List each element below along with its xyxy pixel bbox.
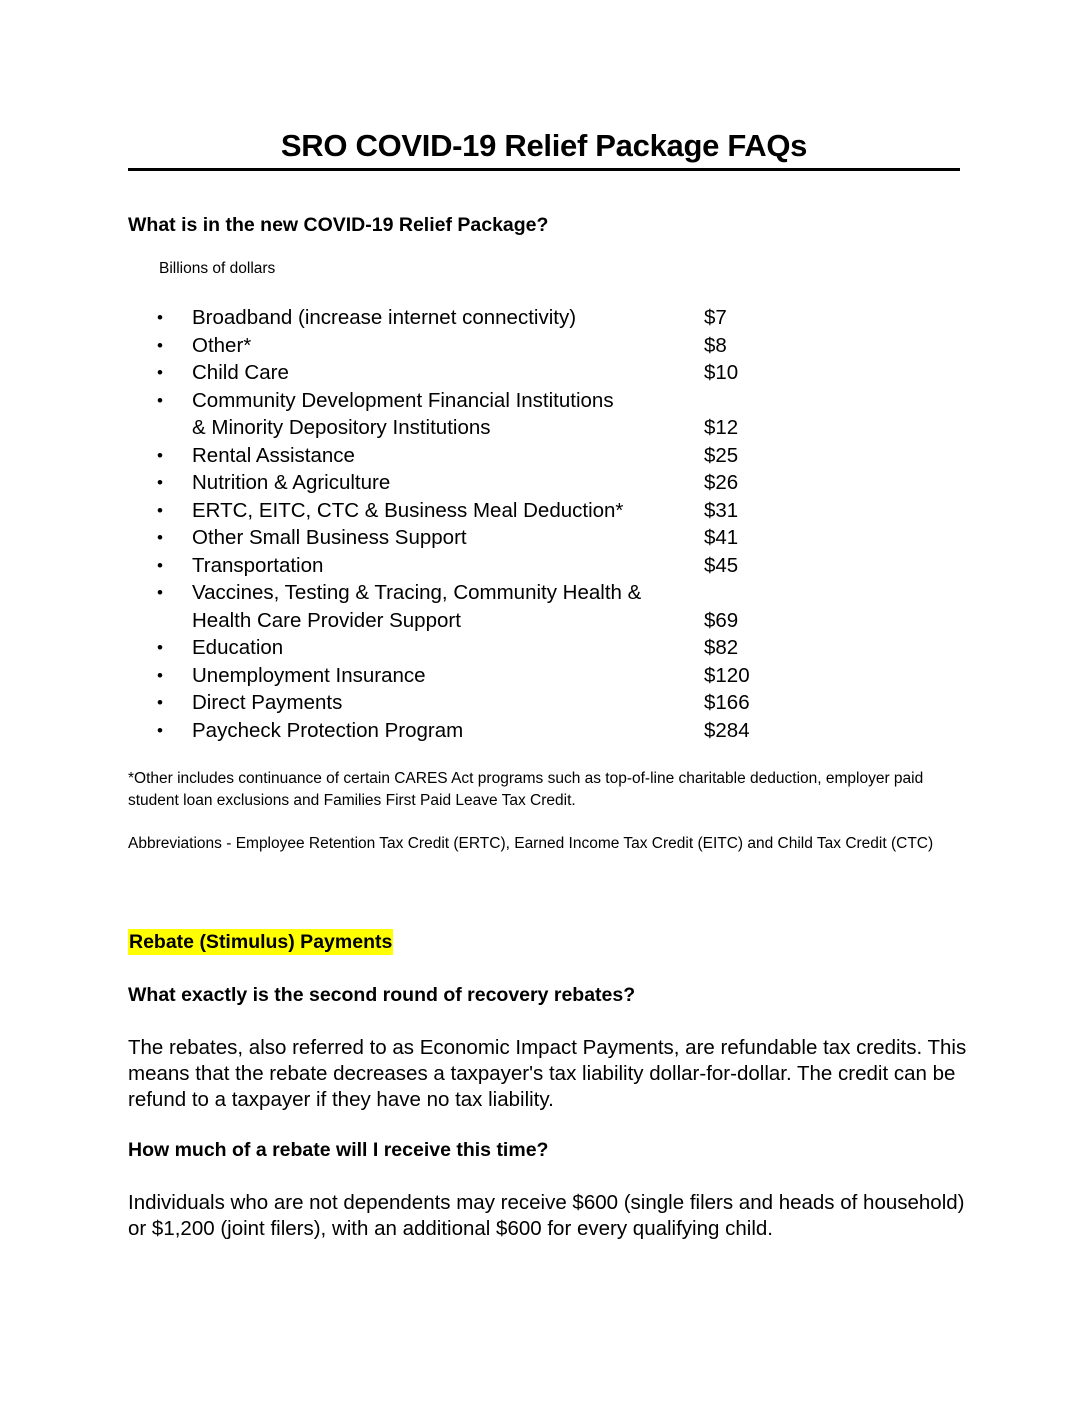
list-item bbox=[150, 689, 850, 717]
bullet-icon: • bbox=[157, 335, 163, 355]
bullet-icon: • bbox=[157, 308, 163, 327]
answer-second-round: The rebates, also referred to as Economic Impact Payments, are refundable tax credits. This means that the rebate decreases a taxpayer's tax liability dollar-for-dollar. The credit can be refund to a taxpayer if they have no tax liability. bbox=[128, 1036, 967, 1111]
item-label bbox=[192, 579, 697, 634]
item-amount: $7 bbox=[704, 306, 727, 329]
bullet-icon: • bbox=[157, 390, 163, 410]
item-amount: $284 bbox=[704, 718, 750, 742]
item-label-line: Unemployment Insurance bbox=[192, 663, 426, 687]
item-label bbox=[192, 442, 697, 470]
item-label bbox=[192, 359, 697, 387]
answer-rebate-amount: Individuals who are not dependents may receive $600 (single filers and heads of household) or $1,200 (joint filers), with an additional $600 for every qualifying child. bbox=[128, 1191, 965, 1240]
bullet-icon: • bbox=[157, 665, 163, 685]
item-label-line: Broadband (increase internet connectivity) bbox=[192, 306, 577, 329]
bullet-icon: • bbox=[157, 473, 163, 492]
item-amount: $26 bbox=[704, 471, 739, 494]
item-label-line: Rental Assistance bbox=[192, 443, 355, 467]
item-label-line: Other* bbox=[192, 333, 252, 357]
list-item bbox=[150, 332, 850, 360]
item-amount: $166 bbox=[704, 691, 750, 714]
item-amount: $45 bbox=[704, 553, 739, 577]
bullet-icon: • bbox=[157, 638, 163, 657]
item-label bbox=[192, 689, 697, 717]
page-title: SRO COVID-19 Relief Package FAQs bbox=[280, 128, 808, 163]
footnote: *Other includes continuance of certain CARES Act programs such as top-of-line charitable deduction, employer paid student loan exclusions and Families First Paid Leave Tax Credit. bbox=[128, 770, 924, 809]
item-amount: $31 bbox=[704, 498, 739, 522]
bullet-icon: • bbox=[157, 528, 163, 547]
list-item bbox=[150, 579, 850, 634]
item-label-line: Education bbox=[192, 636, 284, 659]
relief-items-list bbox=[150, 304, 850, 744]
item-label bbox=[192, 304, 697, 332]
item-label bbox=[192, 387, 697, 442]
list-item bbox=[150, 497, 850, 525]
list-item bbox=[150, 552, 850, 580]
list-item bbox=[150, 359, 850, 387]
bullet-icon: • bbox=[157, 445, 163, 465]
bullet-icon: • bbox=[157, 555, 163, 575]
item-label-line: Child Care bbox=[192, 361, 289, 384]
item-label-line: Transportation bbox=[192, 553, 324, 577]
item-amount: $10 bbox=[704, 361, 739, 384]
list-item bbox=[150, 717, 850, 745]
list-item bbox=[150, 387, 850, 442]
item-label bbox=[192, 717, 697, 745]
list-item bbox=[150, 304, 850, 332]
bullet-icon: • bbox=[157, 720, 163, 740]
item-label bbox=[192, 634, 697, 662]
item-amount: $41 bbox=[704, 526, 739, 549]
item-label-line: Community Development Financial Institutions bbox=[192, 388, 614, 412]
item-label-line: Paycheck Protection Program bbox=[192, 718, 464, 742]
item-label-line: Vaccines, Testing & Tracing, Community Health & bbox=[192, 581, 642, 604]
bullet-icon: • bbox=[157, 363, 163, 382]
question-relief-package: What is in the new COVID-19 Relief Package? bbox=[128, 214, 549, 236]
item-label bbox=[192, 662, 697, 690]
title-divider bbox=[128, 168, 960, 171]
item-label bbox=[192, 497, 697, 525]
item-label-line: Nutrition & Agriculture bbox=[192, 471, 391, 494]
item-label bbox=[192, 552, 697, 580]
item-amount: $8 bbox=[704, 333, 727, 357]
list-item bbox=[150, 662, 850, 690]
units-label: Billions of dollars bbox=[159, 260, 276, 277]
item-label-line: Other Small Business Support bbox=[192, 526, 467, 549]
abbreviations-note: Abbreviations - Employee Retention Tax Credit (ERTC), Earned Income Tax Credit (EITC) and Child Tax Credit (CTC) bbox=[128, 835, 934, 852]
item-amount: $69 bbox=[704, 608, 739, 632]
question-rebate-amount: How much of a rebate will I receive this time? bbox=[128, 1139, 549, 1161]
item-amount: $25 bbox=[704, 443, 739, 467]
item-label-line: ERTC, EITC, CTC & Business Meal Deduction* bbox=[192, 498, 624, 522]
item-label bbox=[192, 469, 697, 497]
item-amount: $82 bbox=[704, 636, 739, 659]
bullet-icon: • bbox=[157, 583, 163, 602]
list-item bbox=[150, 524, 850, 552]
list-item bbox=[150, 469, 850, 497]
bullet-icon: • bbox=[157, 693, 163, 712]
list-item bbox=[150, 442, 850, 470]
list-item bbox=[150, 634, 850, 662]
item-label bbox=[192, 332, 697, 360]
item-label-line: Health Care Provider Support bbox=[192, 608, 461, 632]
item-label bbox=[192, 524, 697, 552]
item-label-line: Direct Payments bbox=[192, 691, 343, 714]
item-amount: $120 bbox=[704, 663, 750, 687]
section-heading-rebate: Rebate (Stimulus) Payments bbox=[129, 931, 393, 953]
question-second-round: What exactly is the second round of recovery rebates? bbox=[128, 984, 636, 1006]
bullet-icon: • bbox=[157, 500, 163, 520]
item-amount: $12 bbox=[704, 416, 739, 439]
item-label-line: & Minority Depository Institutions bbox=[192, 416, 491, 439]
